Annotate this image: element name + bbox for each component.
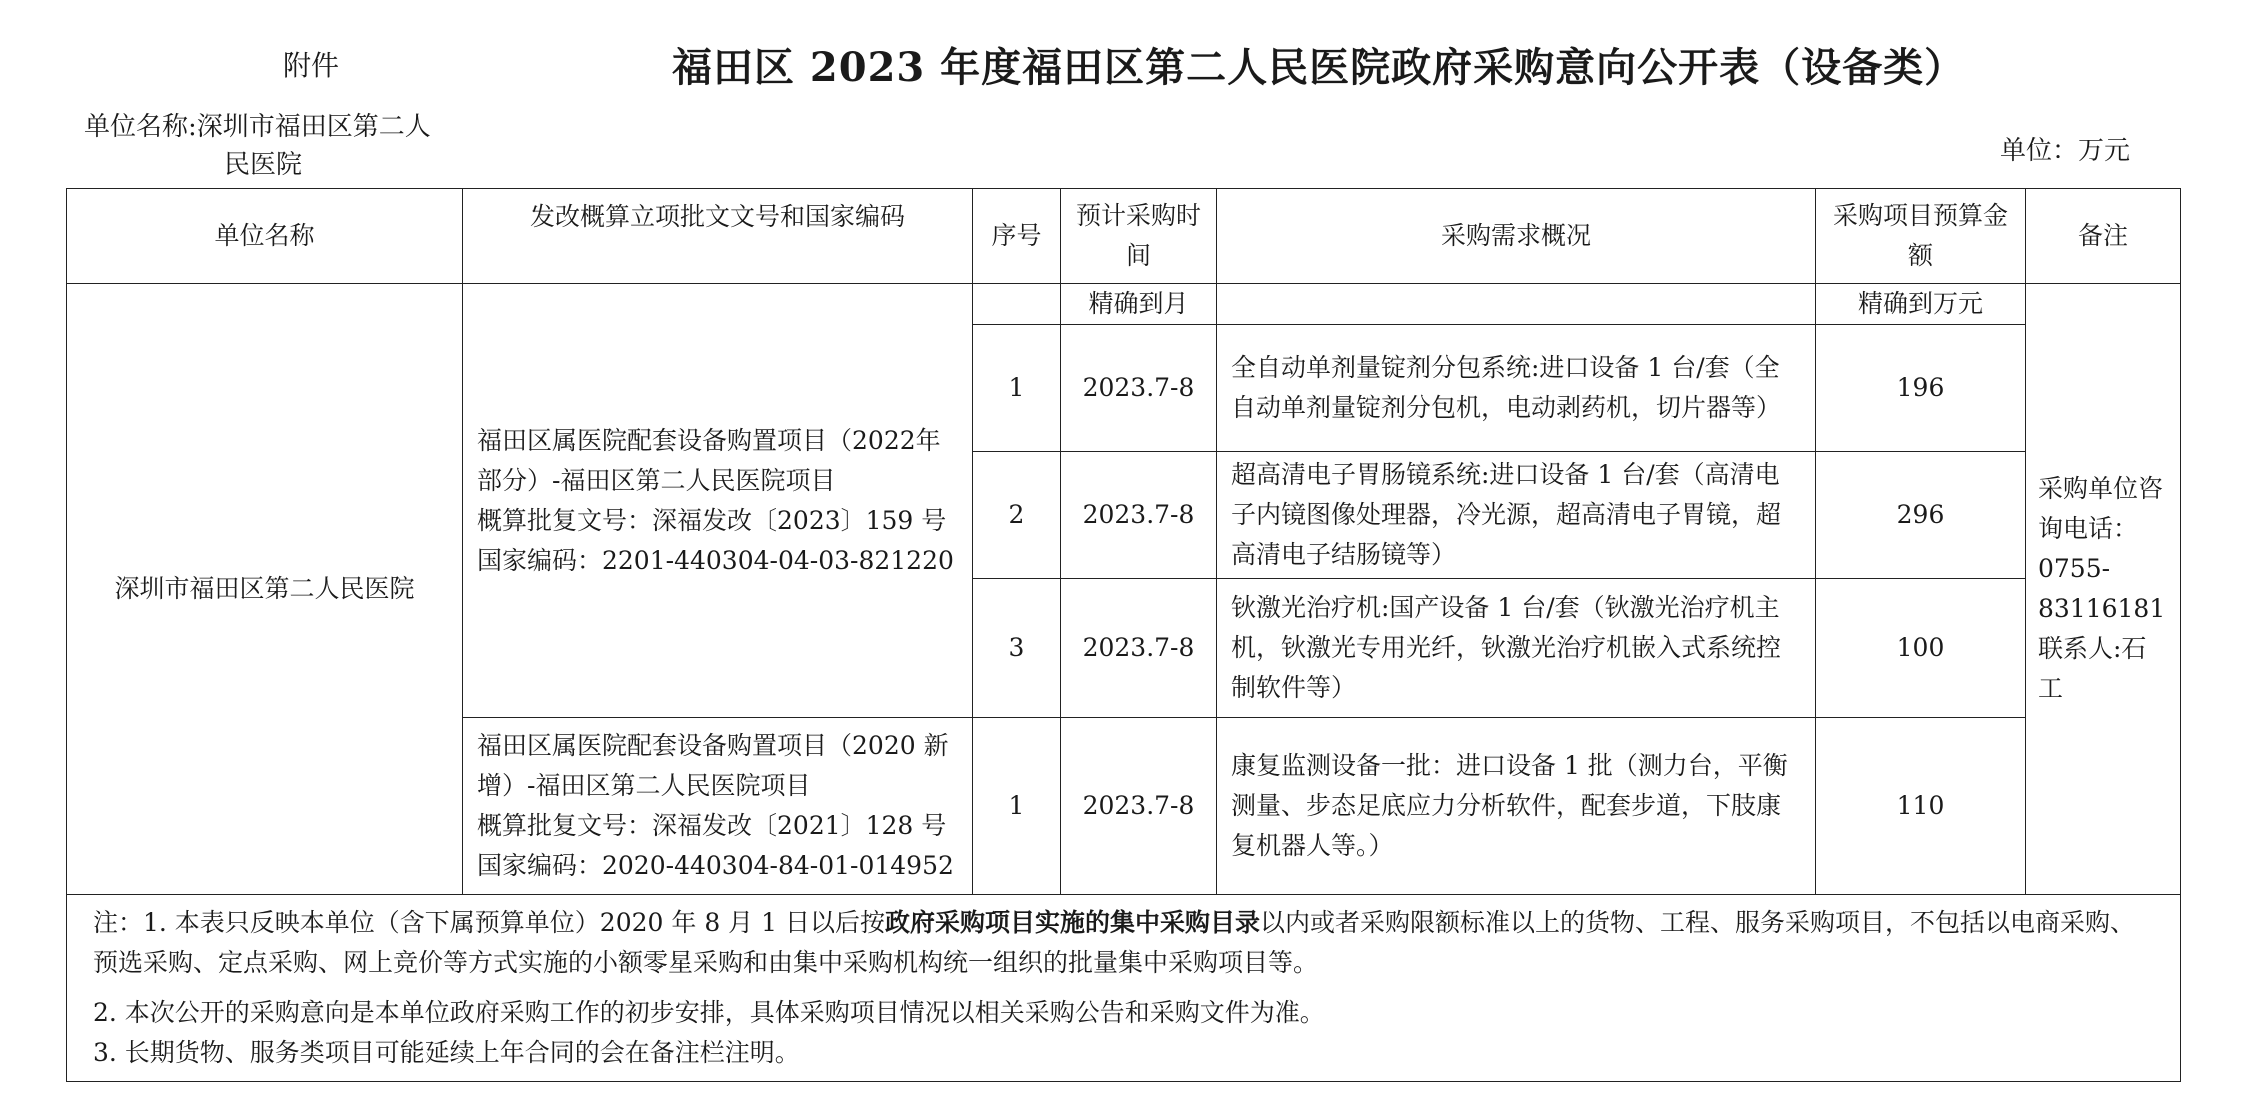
row-budget: 100 bbox=[1816, 579, 2026, 718]
col-header-unit: 单位名称 bbox=[67, 189, 463, 284]
note-1-bold: 政府采购项目实施的集中采购目录 bbox=[884, 908, 1260, 937]
table-header-row bbox=[67, 189, 2181, 284]
approval-cell-1: 福田区属医院配套设备购置项目（2022年部分）-福田区第二人民医院项目 概算批复文号：深福发改〔2023〕159 号 国家编码：2201-440304-04-03-821220 bbox=[463, 284, 973, 718]
row-demand: 钬激光治疗机:国产设备 1 台/套（钬激光治疗机主机，钬激光专用光纤，钬激光治疗机嵌入式系统控制软件等） bbox=[1217, 579, 1816, 718]
note-3: 3. 长期货物、服务类项目可能延续上年合同的会在备注栏注明。 bbox=[93, 1038, 800, 1067]
col-header-budget: 采购项目预算金额 bbox=[1816, 189, 2026, 284]
col-header-remark: 备注 bbox=[2026, 189, 2181, 284]
row-time: 2023.7-8 bbox=[1061, 452, 1217, 579]
note-2: 2. 本次公开的采购意向是本单位政府采购工作的初步安排，具体采购项目情况以相关采购公告和采购文件为准。 bbox=[93, 998, 1325, 1027]
subheader-demand-empty bbox=[1217, 284, 1816, 325]
row-seq: 1 bbox=[973, 718, 1061, 895]
row-budget: 296 bbox=[1816, 452, 2026, 579]
row-budget: 196 bbox=[1816, 325, 2026, 452]
row-demand: 康复监测设备一批：进口设备 1 批（测力台，平衡测量、步态足底应力分析软件，配套步道，下肢康复机器人等。） bbox=[1217, 718, 1816, 895]
col-header-seq: 序号 bbox=[973, 189, 1061, 284]
subheader-time: 精确到月 bbox=[1061, 284, 1217, 325]
procurement-table bbox=[66, 188, 2181, 1082]
row-budget: 110 bbox=[1816, 718, 2026, 895]
row-seq: 1 bbox=[973, 325, 1061, 452]
note-1-prefix: 注：1. 本表只反映本单位（含下属预算单位）2020 年 8 月 1 日以后按 bbox=[93, 908, 885, 937]
row-seq: 3 bbox=[973, 579, 1061, 718]
subheader-budget: 精确到万元 bbox=[1816, 284, 2026, 325]
subheader-seq-empty bbox=[973, 284, 1061, 325]
row-demand: 全自动单剂量锭剂分包系统:进口设备 1 台/套（全自动单剂量锭剂分包机，电动剥药机，切片器等） bbox=[1217, 325, 1816, 452]
unit-name-line1: 单位名称:深圳市福田区第二人 bbox=[84, 112, 431, 142]
attachment-label: 附件 bbox=[283, 49, 340, 82]
unit-name-cell: 深圳市福田区第二人民医院 bbox=[67, 284, 463, 895]
row-time: 2023.7-8 bbox=[1061, 718, 1217, 895]
note-1-suffix: 以内或者采购限额标准以上的货物、工程、服务采购项目，不包括以电商采购、预选采购、定点采购、网上竞价等方式实施的小额零星采购和由集中采购机构统一组织的批量集中采购项目等。 bbox=[93, 908, 2136, 977]
approval-cell-2: 福田区属医院配套设备购置项目（2020 新增）-福田区第二人民医院项目 概算批复文号：深福发改〔2021〕128 号 国家编码：2020-440304-84-01-014952 bbox=[463, 718, 973, 895]
col-header-demand: 采购需求概况 bbox=[1217, 189, 1816, 284]
row-seq: 2 bbox=[973, 452, 1061, 579]
notes-cell bbox=[67, 895, 2181, 1082]
unit-name-label bbox=[84, 108, 464, 184]
unit-name-line2: 民医院 bbox=[224, 150, 303, 180]
note-1 bbox=[93, 903, 2154, 983]
col-header-time: 预计采购时间 bbox=[1061, 189, 1217, 284]
row-demand: 超高清电子胃肠镜系统:进口设备 1 台/套（高清电子内镜图像处理器，冷光源，超高清电子胃镜，超高清电子结肠镜等） bbox=[1217, 452, 1816, 579]
notes-row bbox=[67, 895, 2181, 1082]
row-time: 2023.7-8 bbox=[1061, 325, 1217, 452]
table-subheader-row bbox=[67, 284, 2181, 325]
currency-unit-label: 单位：万元 bbox=[2000, 136, 2131, 166]
page-title: 福田区 2023 年度福田区第二人民医院政府采购意向公开表（设备类） bbox=[672, 44, 1966, 91]
col-header-approval: 发改概算立项批文文号和国家编码 bbox=[463, 189, 973, 284]
row-time: 2023.7-8 bbox=[1061, 579, 1217, 718]
remark-cell: 采购单位咨询电话：0755-83116181 联系人:石工 bbox=[2026, 284, 2181, 895]
